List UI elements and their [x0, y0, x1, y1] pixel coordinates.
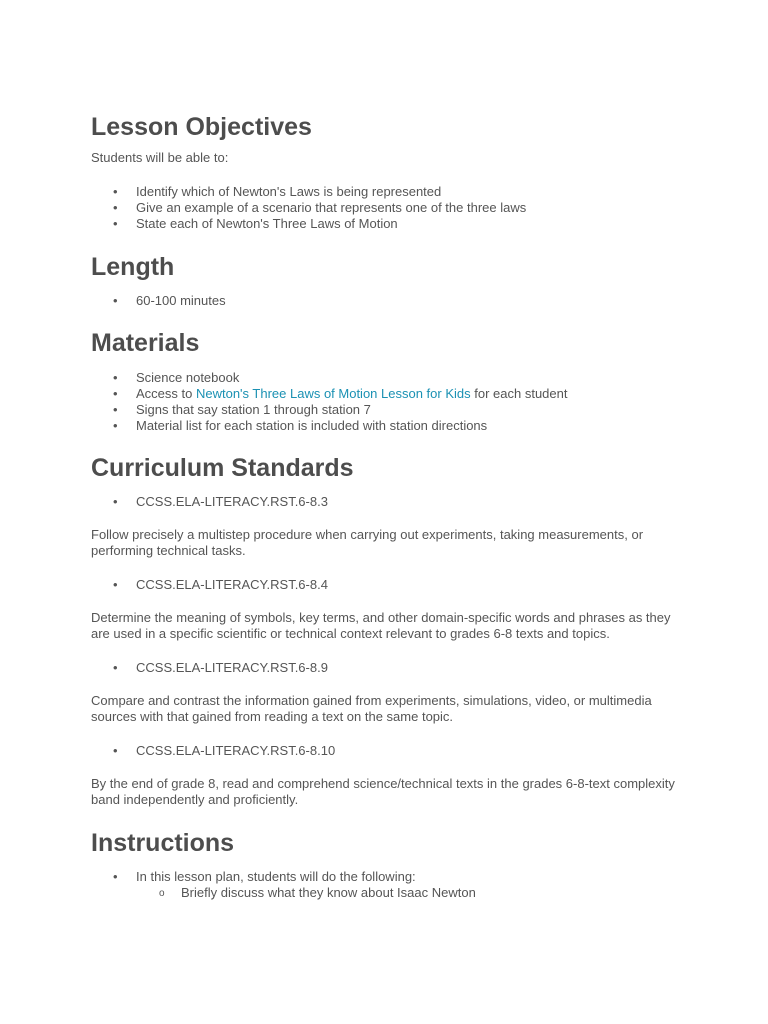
- materials-list: [91, 370, 691, 434]
- standard-code: • CCSS.ELA-LITERACY.RST.6-8.4: [91, 577, 691, 593]
- list-item: • Identify which of Newton's Laws is being represented: [91, 184, 691, 200]
- list-item: • Material list for each station is included with station directions: [91, 418, 691, 434]
- length-list: [91, 293, 691, 309]
- section-heading-instructions: Instructions: [91, 828, 235, 857]
- sub-list-item: o Briefly discuss what they know about Isaac Newton: [91, 885, 691, 901]
- list-item: • Science notebook: [91, 370, 691, 386]
- standard-code: • CCSS.ELA-LITERACY.RST.6-8.10: [91, 743, 691, 759]
- lesson-link[interactable]: Newton's Three Laws of Motion Lesson for Kids: [195, 385, 471, 401]
- standard-description: Determine the meaning of symbols, key terms, and other domain-specific words and phrases as they are used in a specific scientific or technical context relevant to grades 6-8 texts and topics.: [91, 609, 671, 641]
- section-heading-materials: Materials: [91, 328, 200, 357]
- section-heading-objectives: Lesson Objectives: [91, 113, 312, 141]
- section-heading-standards: Curriculum Standards: [91, 453, 354, 482]
- list-item: • Give an example of a scenario that represents one of the three laws: [91, 200, 691, 216]
- standard-code: • CCSS.ELA-LITERACY.RST.6-8.3: [91, 494, 691, 510]
- standard-description: By the end of grade 8, read and comprehend science/technical texts in the grades 6-8-text complexity band independently and proficiently.: [91, 775, 675, 807]
- standard-description: Compare and contrast the information gained from experiments, simulations, video, or multimedia sources with that gained from reading a text on the same topic.: [91, 692, 652, 724]
- list-item: • 60-100 minutes: [91, 293, 691, 309]
- objectives-list: [91, 184, 691, 232]
- standards-list: [91, 660, 691, 676]
- section-heading-length: Length: [91, 252, 175, 281]
- list-item: • State each of Newton's Three Laws of Motion: [91, 216, 691, 232]
- standard-description: Follow precisely a multistep procedure when carrying out experiments, taking measurements, or performing technical tasks.: [91, 526, 644, 558]
- list-item: [91, 386, 691, 402]
- list-item: • In this lesson plan, students will do the following:: [91, 869, 691, 885]
- standard-code: • CCSS.ELA-LITERACY.RST.6-8.9: [91, 660, 691, 676]
- materials-access-suffix: for each student: [470, 385, 568, 401]
- standards-list: [91, 577, 691, 593]
- objectives-intro: Students will be able to:: [91, 150, 229, 165]
- materials-access-prefix: Access to: [136, 385, 196, 401]
- document-page: [91, 113, 691, 901]
- standards-list: [91, 743, 691, 759]
- instructions-list: [91, 869, 691, 901]
- list-item: • Signs that say station 1 through station 7: [91, 402, 691, 418]
- standards-list: [91, 494, 691, 510]
